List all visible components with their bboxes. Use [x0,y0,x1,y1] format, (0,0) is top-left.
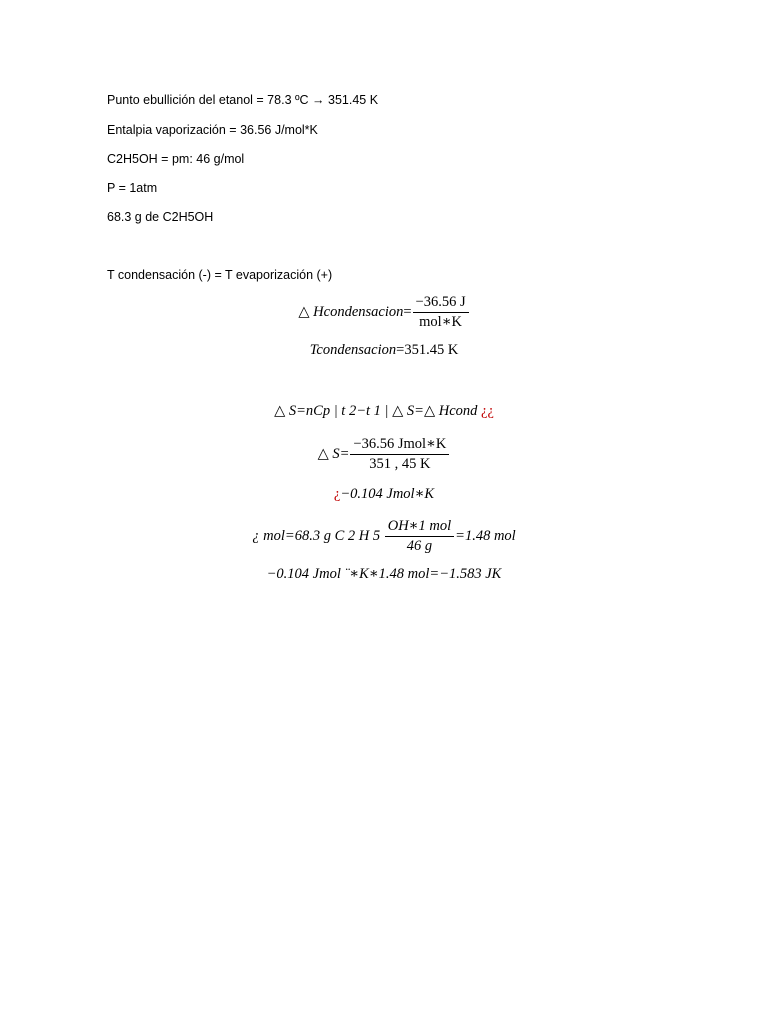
eq1-denominator: mol∗K [419,314,463,330]
equation-entropy-fraction [0,436,768,473]
equation-enthalpy-condensation [0,294,768,331]
eq5-value: −0.104 Jmol∗K [340,486,435,502]
eq4-fraction [350,436,449,473]
eq2-value: =351.45 K [396,342,459,358]
eq1-variable: Hcondensacion [313,303,404,320]
equation-temperature-condensation [0,342,768,359]
eq2-variable: Tcondensacion [309,342,397,358]
text-line-pressure: P = 1atm [107,181,158,195]
eq1-fraction [413,294,469,331]
eq3-red-marks: ¿¿ [481,403,494,419]
eq6-lhs: ¿ mol=68.3 g C 2 H 5 [252,527,384,544]
eq4-lhs: △ S= [317,445,350,462]
equation-entropy-definition [0,403,768,420]
equation-final-entropy [0,566,768,583]
eq7-text: −0.104 Jmol ¨∗K∗1.48 mol=−1.583 JK [266,566,502,582]
text-line-condensation-note: T condensación (-) = T evaporización (+) [107,268,333,282]
eq6-rhs: =1.48 mol [455,527,516,544]
eq5-red-mark: ¿ [333,486,341,502]
equation-entropy-result [0,486,768,503]
text-line-enthalpy: Entalpia vaporización = 36.56 J/mol*K [107,123,318,137]
text-line-mass: 68.3 g de C2H5OH [107,210,214,224]
eq6-numerator: OH∗1 mol [385,518,454,537]
eq1-delta: △ [298,303,314,320]
text-line-boiling-point: Punto ebullición del etanol = 78.3 ºC → 351.45 K [107,93,379,107]
eq6-fraction [385,518,454,555]
eq6-denominator: 46 g [406,538,433,554]
eq3-main: △ S=nCp | t 2−t 1 | △ S=△ Hcond [274,403,482,419]
eq4-numerator: −36.56 Jmol∗K [350,436,449,455]
equation-moles [0,518,768,555]
eq1-equals: = [403,303,412,320]
eq1-numerator: −36.56 J [413,294,469,313]
text-line-molar-mass: C2H5OH = pm: 46 g/mol [107,152,245,166]
eq4-denominator: 351 , 45 K [369,456,431,472]
